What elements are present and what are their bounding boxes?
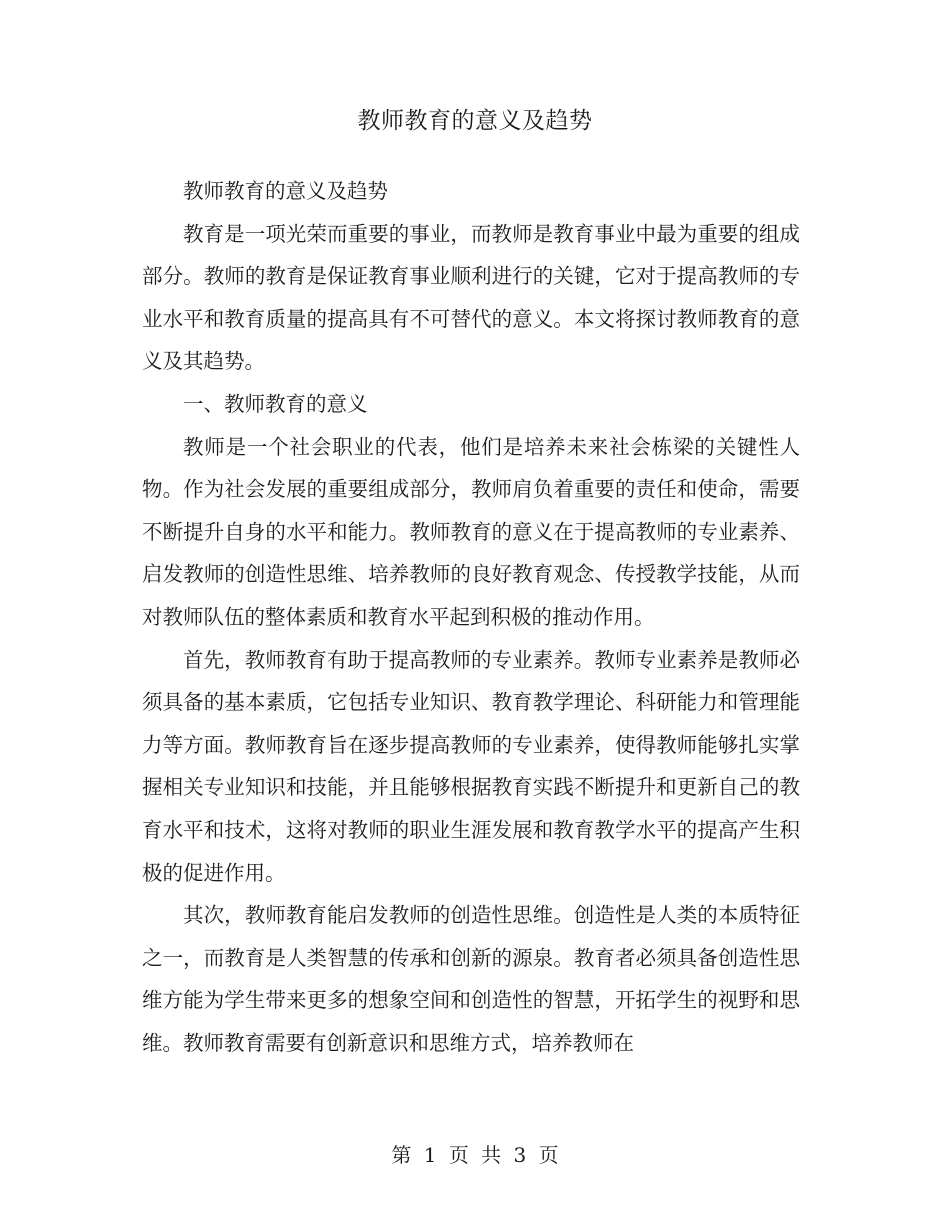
page-title: 教师教育的意义及趋势 — [357, 108, 593, 134]
page-footer: 第 1 页 共 3 页 — [391, 1143, 559, 1167]
paragraph-subtitle: 教师教育的意义及趋势 — [183, 179, 388, 203]
paragraph-first-point: 首先，教师教育有助于提高教师的专业素养。教师专业素养是教师必须具备的基本素质，它包括专业知识、教育教学理论、科研能力和管理能力等方面。教师教育旨在逐步提高教师的专业素养，使得教师能够扎实掌握相关专业知识和技能，并且能够根据教育实践不断提升和更新自己的教育水平和技术，这将对教师的职业生涯发展和教育教学水平的提高产生积极的促进作用。 — [142, 647, 800, 885]
paragraph-second-point: 其次，教师教育能启发教师的创造性思维。创造性是人类的本质特征之一，而教育是人类智慧的传承和创新的源泉。教育者必须具备创造性思维方能为学生带来更多的想象空间和创造性的智慧，开拓学生的视野和思维。教师教育需要有创新意识和思维方式，培养教师在 — [142, 903, 800, 1055]
document-body — [142, 170, 800, 1064]
section-heading: 一、教师教育的意义 — [183, 391, 368, 416]
paragraph-significance: 教师是一个社会职业的代表，他们是培养未来社会栋梁的关键性人物。作为社会发展的重要组成部分，教师肩负着重要的责任和使命，需要不断提升自身的水平和能力。教师教育的意义在于提高教师的专业素养、启发教师的创造性思维、培养教师的良好教育观念、传授教学技能，从而对教师队伍的整体素质和教育水平起到积极的推动作用。 — [142, 434, 800, 629]
paragraph-intro: 教育是一项光荣而重要的事业，而教师是教育事业中最为重要的组成部分。教师的教育是保证教育事业顺利进行的关键，它对于提高教师的专业水平和教育质量的提高具有不可替代的意义。本文将探讨教师教育的意义及其趋势。 — [142, 221, 800, 374]
